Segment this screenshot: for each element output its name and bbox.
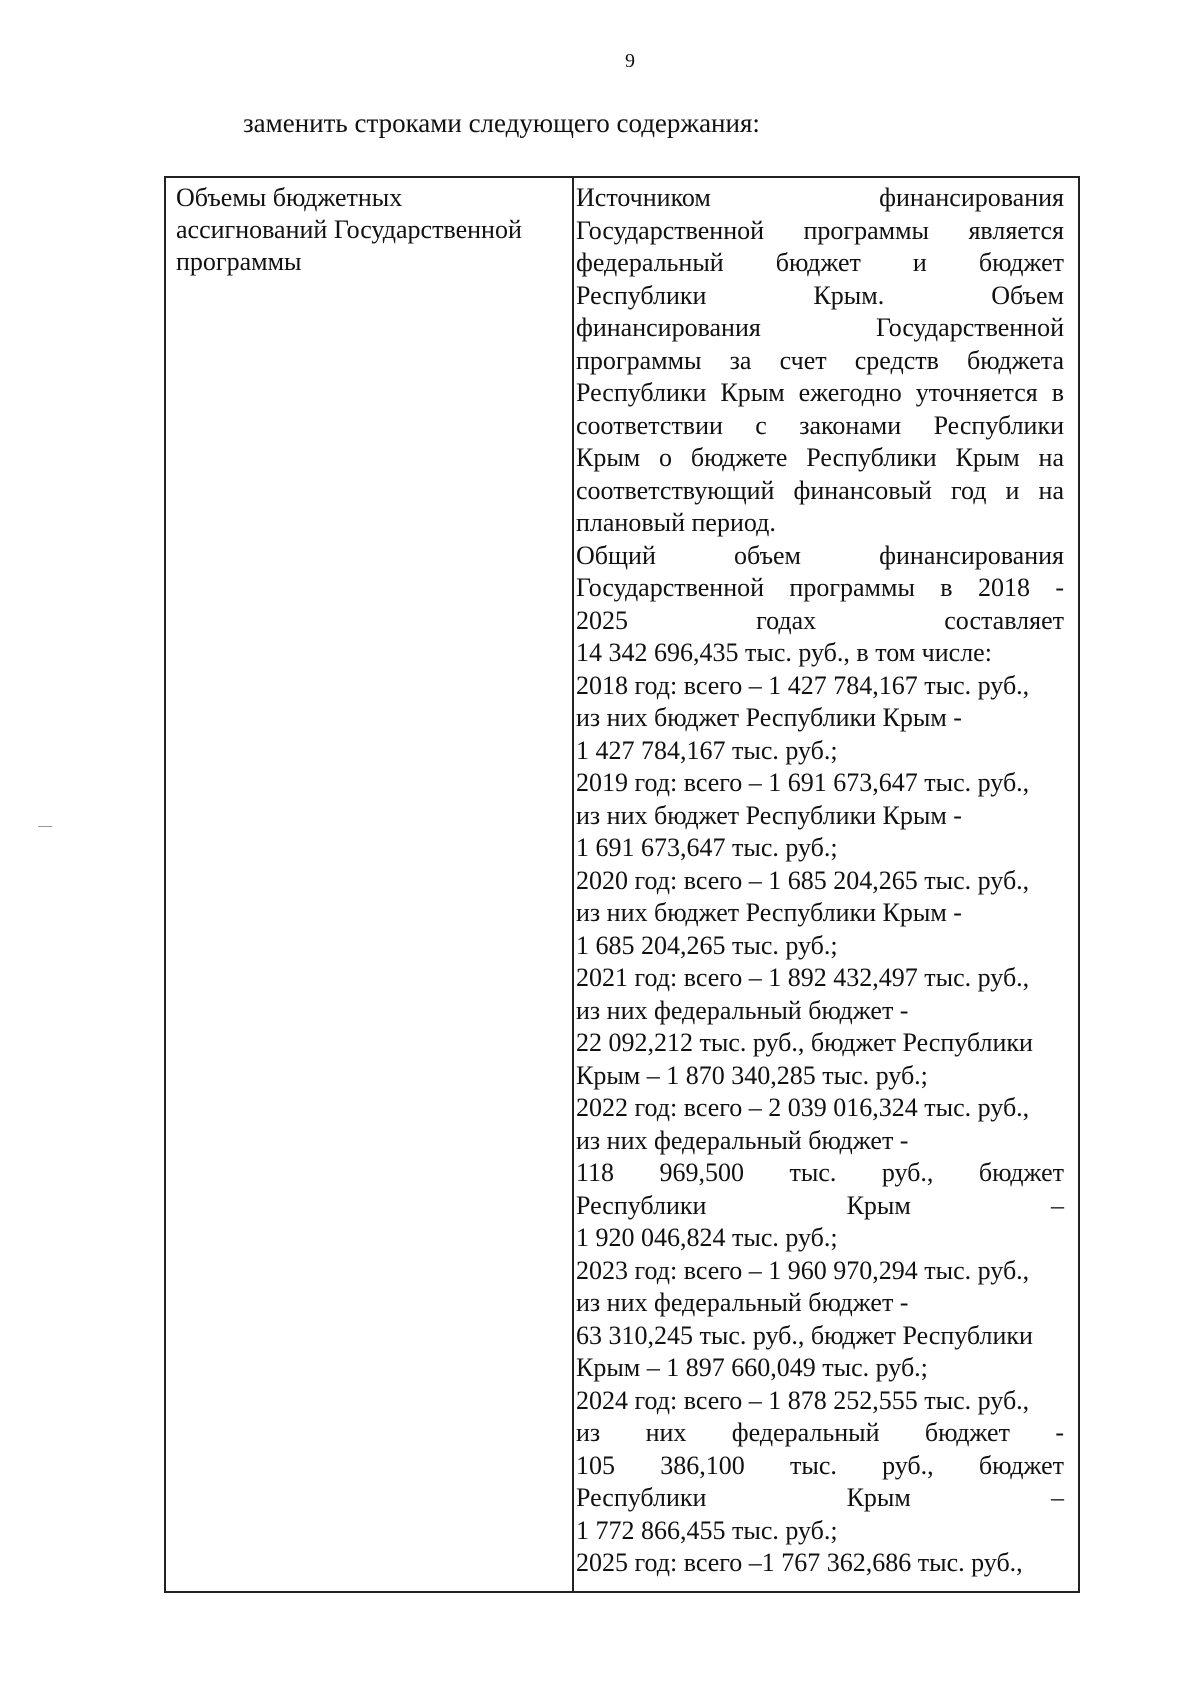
content-line: программы за счет средств бюджета	[576, 345, 1064, 375]
content-line: из них федеральный бюджет -	[576, 1418, 1064, 1447]
content-line: из них федеральный бюджет -	[576, 1125, 909, 1155]
label-line: ассигнований Государственной	[176, 215, 522, 244]
content-line: 1 691 673,647 тыс. руб.;	[576, 833, 838, 862]
content-line: 105 386,100 тыс. руб., бюджет	[576, 1450, 1064, 1480]
content-line: 1 920 046,824 тыс. руб.;	[576, 1223, 838, 1252]
content-line: 2021 год: всего – 1 892 432,497 тыс. руб.,	[576, 963, 1030, 992]
content-line: из них бюджет Республики Крым -	[576, 898, 962, 927]
scan-mark	[38, 826, 52, 827]
content-line: 118 969,500 тыс. руб., бюджет	[576, 1158, 1064, 1187]
intro-text: заменить строками следующего содержания:	[243, 108, 760, 138]
content-line: федеральный бюджет и бюджет	[576, 248, 1064, 277]
content-line: 1 772 866,455 тыс. руб.;	[576, 1515, 838, 1545]
content-line: Источником финансирования	[576, 183, 1064, 212]
content-line: 2020 год: всего – 1 685 204,265 тыс. руб.,	[576, 865, 1030, 895]
content-line: 22 092,212 тыс. руб., бюджет Республики	[576, 1028, 1033, 1057]
table-cell-label	[176, 182, 568, 278]
content-line: Государственной программы является	[576, 215, 1064, 245]
content-line: 1 427 784,167 тыс. руб.;	[576, 735, 838, 765]
table-cell-content	[576, 182, 1064, 1580]
content-line: 2023 год: всего – 1 960 970,294 тыс. руб.,	[576, 1255, 1030, 1285]
content-line: 2022 год: всего – 2 039 016,324 тыс. руб.,	[576, 1093, 1030, 1122]
content-line: Республики Крым ежегодно уточняется в	[576, 378, 1064, 407]
content-line: Республики Крым. Объем	[576, 280, 1064, 310]
content-line: 1 685 204,265 тыс. руб.;	[576, 930, 838, 960]
content-line: из них бюджет Республики Крым -	[576, 800, 962, 830]
content-line: из них бюджет Республики Крым -	[576, 703, 962, 732]
content-line: соответствии с законами Республики	[576, 410, 1064, 440]
content-line: 2025 год: всего –1 767 362,686 тыс. руб.,	[576, 1548, 1023, 1577]
column-divider	[572, 178, 574, 1591]
content-line: 63 310,245 тыс. руб., бюджет Республики	[576, 1320, 1033, 1350]
content-line: 2025 годах составляет	[576, 605, 1064, 635]
content-line: Крым – 1 897 660,049 тыс. руб.;	[576, 1353, 928, 1382]
label-line: Объемы бюджетных	[176, 183, 403, 212]
content-line: Республики Крым –	[576, 1483, 1064, 1512]
content-line: плановый период.	[576, 508, 776, 537]
content-line: Республики Крым –	[576, 1190, 1064, 1220]
page-number: 9	[625, 50, 635, 72]
content-line: из них федеральный бюджет -	[576, 995, 909, 1025]
content-line: 2024 год: всего – 1 878 252,555 тыс. руб.,	[576, 1385, 1030, 1415]
content-line: 2018 год: всего – 1 427 784,167 тыс. руб.,	[576, 670, 1030, 700]
content-line: 14 342 696,435 тыс. руб., в том числе:	[576, 638, 992, 667]
content-line: Крым – 1 870 340,285 тыс. руб.;	[576, 1060, 928, 1090]
budget-table	[164, 176, 1080, 1593]
content-line: Крым о бюджете Республики Крым на	[576, 443, 1064, 472]
content-line: соответствующий финансовый год и на	[576, 475, 1064, 505]
content-line: Общий объем финансирования	[576, 540, 1064, 570]
content-line: 2019 год: всего – 1 691 673,647 тыс. руб.,	[576, 768, 1030, 797]
content-line: Государственной программы в 2018 -	[576, 573, 1064, 602]
label-line: программы	[176, 247, 302, 276]
content-line: финансирования Государственной	[576, 313, 1064, 342]
content-line: из них федеральный бюджет -	[576, 1288, 909, 1317]
